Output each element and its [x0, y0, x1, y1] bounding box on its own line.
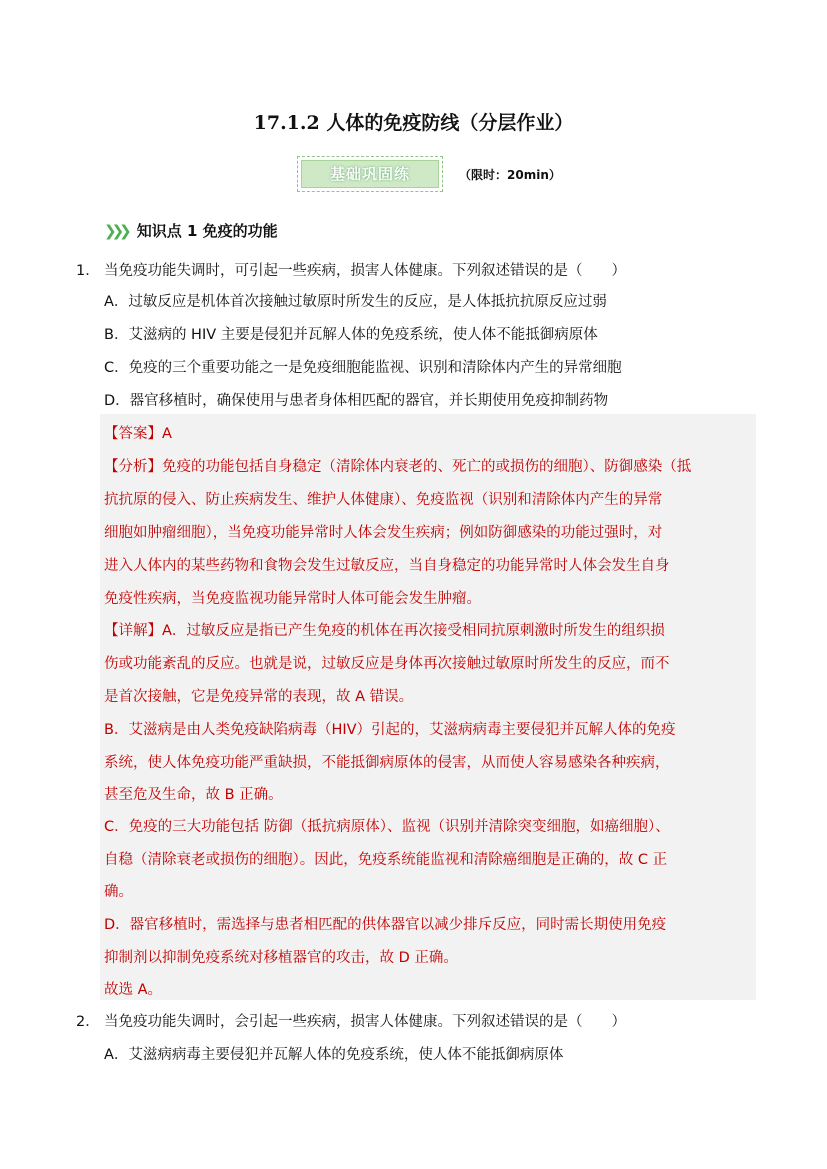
option-a: A．过敏反应是机体首次接触过敏原时所发生的反应，是人体抵抗抗原反应过弱	[104, 294, 607, 310]
answer-line	[104, 422, 172, 443]
answer-label: 【答案】	[104, 426, 162, 442]
analysis-label: 【分析】	[104, 459, 162, 475]
time-limit: （限时：20min）	[459, 168, 561, 182]
detail-line: 是首次接触，它是免疫异常的表现，故 A 错误。	[104, 689, 414, 705]
question-number: 2．	[76, 1014, 100, 1030]
detail-line: 确。	[104, 884, 133, 900]
question-stem: 当免疫功能失调时，可引起一些疾病，损害人体健康。下列叙述错误的是（ ）	[104, 263, 626, 279]
question-stem: 当免疫功能失调时，会引起一些疾病，损害人体健康。下列叙述错误的是（ ）	[104, 1014, 626, 1030]
answer-value: A	[162, 426, 172, 442]
detail-line: 甚至危及生命，故 B 正确。	[104, 787, 283, 803]
detail-line: C．免疫的三大功能包括 防御（抵抗病原体）、监视（识别并清除突变细胞，如癌细胞）、	[104, 819, 670, 835]
analysis-line: 抗抗原的侵入、防止疾病发生、维护人体健康）、免疫监视（识别和清除体内产生的异常	[104, 492, 663, 508]
knowledge-point-heading	[104, 220, 278, 241]
question-number: 1．	[76, 263, 100, 279]
double-chevron-icon: ❯❯❯	[104, 221, 127, 240]
detail-line: 故选 A。	[104, 982, 163, 998]
detail-line: 自稳（清除衰老或损伤的细胞）。因此，免疫系统能监视和清除癌细胞是正确的，故 C 正	[104, 852, 668, 868]
option-b: B．艾滋病的 HIV 主要是侵犯并瓦解人体的免疫系统，使人体不能抵御病原体	[104, 327, 598, 343]
detail-line	[104, 619, 665, 640]
detail-line: 抑制剂以抑制免疫系统对移植器官的攻击，故 D 正确。	[104, 950, 458, 966]
detail-line: 伤或功能紊乱的反应。也就是说，过敏反应是身体再次接触过敏原时所发生的反应，而不	[104, 656, 670, 672]
knowledge-point-label: 知识点 1 免疫的功能	[136, 222, 278, 240]
analysis-text: 免疫的功能包括自身稳定（清除体内衰老的、死亡的或损伤的细胞）、防御感染（抵	[162, 459, 692, 475]
detail-line: B．艾滋病是由人类免疫缺陷病毒（HIV）引起的，艾滋病病毒主要侵犯并瓦解人体的免疫	[104, 722, 676, 738]
analysis-line: 进入人体内的某些药物和食物会发生过敏反应，当自身稳定的功能异常时人体会发生自身	[104, 558, 670, 574]
detail-label: 【详解】	[104, 623, 162, 639]
analysis-line	[104, 455, 691, 476]
option-d: D．器官移植时，确保使用与患者身体相匹配的器官，并长期使用免疫抑制药物	[104, 393, 609, 409]
section-badge	[297, 156, 445, 194]
analysis-line: 免疫性疾病，当免疫监视功能异常时人体可能会发生肿瘤。	[104, 591, 481, 607]
analysis-line: 细胞如肿瘤细胞），当免疫功能异常时人体会发生疾病；例如防御感染的功能过强时，对	[104, 525, 663, 541]
option-c: C．免疫的三个重要功能之一是免疫细胞能监视、识别和清除体内产生的异常细胞	[104, 360, 622, 376]
detail-text: A．过敏反应是指已产生免疫的机体在再次接受相同抗原刺激时所发生的组织损	[162, 623, 665, 639]
page-title: 17.1.2 人体的免疫防线（分层作业）	[253, 112, 574, 134]
option-a: A．艾滋病病毒主要侵犯并瓦解人体的免疫系统，使人体不能抵御病原体	[104, 1047, 564, 1063]
detail-line: 系统，使人体免疫功能严重缺损，不能抵御病原体的侵害，从而使人容易感染各种疾病，	[104, 755, 670, 771]
detail-line: D．器官移植时，需选择与患者相匹配的供体器官以减少排斥反应，同时需长期使用免疫	[104, 917, 667, 933]
badge-label: 基础巩固练	[301, 160, 439, 188]
